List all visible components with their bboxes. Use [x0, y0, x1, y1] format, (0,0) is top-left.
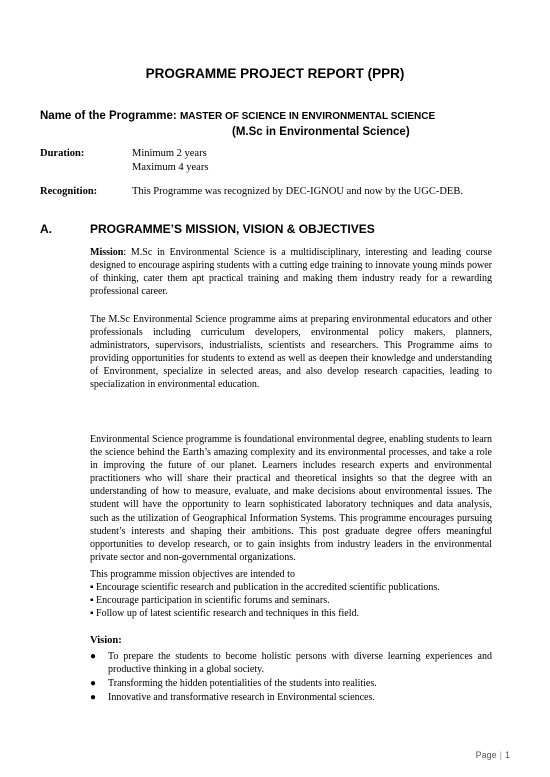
objectives-intro: This programme mission objectives are intended to — [90, 569, 295, 580]
vision-item-text: Transforming the hidden potentialities of the students into realities. — [108, 678, 377, 690]
bullet-icon: ● — [90, 678, 97, 690]
programme-label: Name of the Programme: — [40, 110, 177, 122]
objective-item: ▪ Encourage scientific research and publication in the accredited scientific publications. — [90, 582, 440, 594]
vision-item-text: To prepare the students to become holistic persons with diverse learning experiences and productive thinking in a global society. — [108, 651, 492, 676]
bullet-icon: ● — [90, 651, 97, 663]
recognition-text: This Programme was recognized by DEC-IGNOU and now by the UGC-DEB. — [132, 186, 463, 197]
vision-item-text: Innovative and transformative research in Environmental sciences. — [108, 692, 375, 704]
recognition-label: Recognition: — [40, 186, 98, 197]
vision-item — [90, 650, 492, 676]
programme-name: MASTER OF SCIENCE IN ENVIRONMENTAL SCIENCE — [179, 111, 436, 122]
duration-max: Maximum 4 years — [132, 162, 209, 173]
programme-short-name: (M.Sc in Environmental Science) — [232, 126, 410, 138]
programme-name-line — [40, 110, 435, 122]
vision-label: Vision: — [90, 635, 122, 646]
mission-label: Mission — [90, 247, 124, 258]
duration-label: Duration: — [40, 148, 85, 159]
objectives-block — [90, 568, 492, 620]
paragraph-2 — [90, 433, 492, 564]
objective-item: ▪ Encourage participation in scientific forums and seminars. — [90, 595, 330, 607]
mission-paragraph — [90, 246, 492, 298]
mission-text: : M.Sc in Environmental Science is a multidisciplinary, interesting and leading course designed to encourage aspiring students with a cutting edge training to innovate young minds power of thinking, cater them apt practical training and making them industry ready for a rewarding professional career. — [90, 247, 492, 298]
section-heading — [40, 222, 375, 236]
paragraph-1 — [90, 313, 492, 392]
vision-block — [90, 634, 492, 705]
footer-page-number: 1 — [504, 750, 510, 760]
objective-item: ▪ Follow up of latest scientific research and techniques in this field. — [90, 608, 360, 620]
paragraph-2-text: Environmental Science programme is foundational environmental degree, enabling students to learn the science behind the Earth’s amazing complexity and its environmental processes, and take a role in improving the future of our planet. Learners includes research experts and environmental practitioners who will share their practical and theoretical insights so that the degree with an understanding of how to measure, evaluate, and make decisions about environmental issues. The student will have the opportunity to learn sophisticated laboratory techniques and data analysis, such as the utilization of Geographical Information Systems. This programme encourages pursuing student’s interests and shaping their ambitions. This post graduate degree offers meaningful opportunities to develop research, or to gain insights from industry leaders in the environmental private sector and non-governmental organizations. — [90, 434, 492, 563]
footer-page-label: Page — [475, 750, 497, 760]
vision-item — [90, 691, 492, 704]
duration-min: Minimum 2 years — [132, 148, 207, 159]
paragraph-1-text: The M.Sc Environmental Science programme aims at preparing environmental educators and other professionals including curriculum developers, environmental policy makers, planners, administrators, supervisors, industrialists, scientists and researchers. This Programme aims to providing opportunities for students to extend as well as deepen their knowledge and understanding of Environment, specialize in selected areas, and also develop research capacities, leading to specialization in environmental education. — [90, 314, 492, 391]
page-footer: Page | 1 — [475, 750, 510, 760]
section-title: PROGRAMME’S MISSION, VISION & OBJECTIVES — [90, 222, 375, 236]
section-letter: A. — [40, 222, 52, 236]
document-title: PROGRAMME PROJECT REPORT (PPR) — [145, 66, 405, 81]
vision-item — [90, 677, 492, 690]
bullet-icon: ● — [90, 692, 97, 704]
